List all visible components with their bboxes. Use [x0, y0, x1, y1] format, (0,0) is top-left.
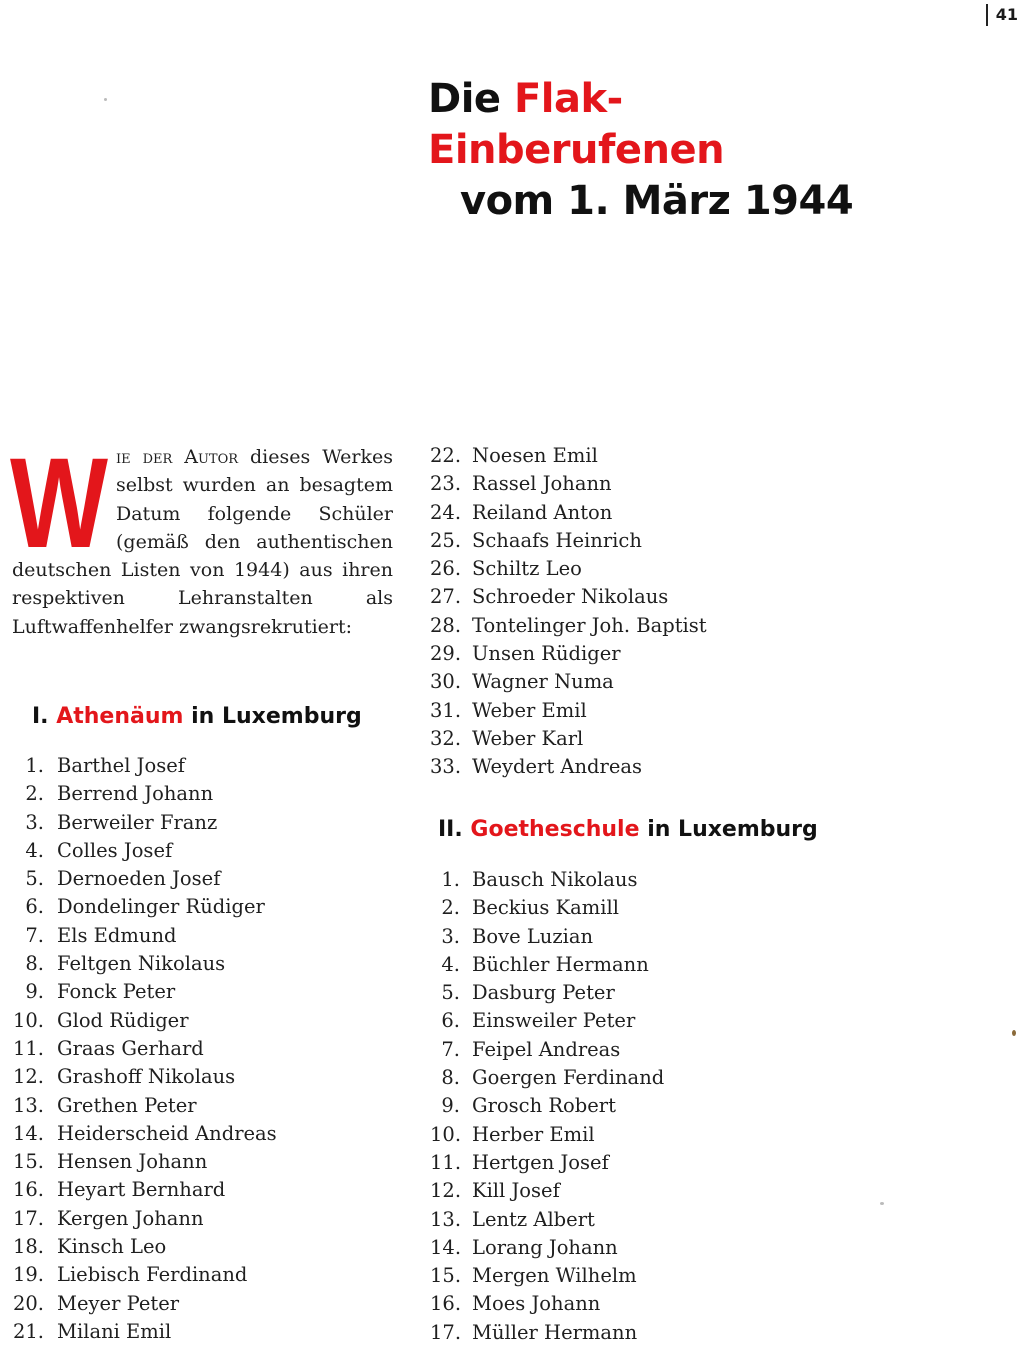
list-item	[430, 499, 707, 527]
list-item-number: 22.	[430, 444, 462, 467]
list-item	[12, 1176, 277, 1204]
student-name: Herber Emil	[472, 1122, 595, 1146]
student-name: Mergen Wilhelm	[472, 1264, 637, 1288]
list-item-number: 33.	[430, 755, 462, 779]
student-name: Dasburg Peter	[472, 981, 615, 1005]
list-item-number: 1.	[441, 868, 460, 891]
list-item	[12, 1007, 277, 1035]
student-name: Moes Johann	[472, 1292, 601, 1316]
student-name: Dernoeden Josef	[57, 867, 221, 891]
student-name: Büchler Hermann	[472, 952, 649, 976]
list-item-number: 8.	[441, 1066, 460, 1090]
student-name: Lorang Johann	[472, 1235, 618, 1259]
student-name: Wagner Numa	[472, 670, 614, 694]
list-item-number: 2.	[25, 782, 44, 806]
student-name: Fonck Peter	[57, 980, 176, 1004]
list-item-number: 5.	[25, 867, 44, 891]
list-item-number: 6.	[441, 1009, 460, 1033]
section-heading-athenaeum	[32, 704, 362, 729]
list-item	[12, 752, 277, 780]
student-name: Hensen Johann	[57, 1150, 208, 1174]
list-item	[430, 1290, 664, 1318]
list-item	[430, 1319, 664, 1347]
list-item	[430, 923, 664, 951]
student-name: Bove Luzian	[472, 924, 594, 948]
student-name: Schroeder Nikolaus	[472, 585, 669, 609]
list-item-number: 2.	[441, 896, 460, 920]
student-name: Tontelinger Joh. Baptist	[472, 613, 707, 637]
list-item-number: 9.	[441, 1094, 460, 1118]
scan-speck	[1012, 1030, 1016, 1036]
student-name: Kill Josef	[472, 1179, 560, 1203]
title-prefix: Die	[428, 76, 501, 122]
list-item	[430, 1092, 664, 1120]
student-name: Reiland Anton	[472, 500, 613, 524]
list-item	[430, 1064, 664, 1092]
student-name: Graas Gerhard	[57, 1036, 204, 1060]
student-name: Müller Hermann	[472, 1320, 638, 1344]
list-item	[430, 1262, 664, 1290]
list-item	[12, 1092, 277, 1120]
page-number: 41	[986, 4, 1018, 26]
list-item	[430, 979, 664, 1007]
student-name: Kinsch Leo	[57, 1235, 167, 1259]
list-item-number: 21.	[12, 1319, 44, 1343]
section-numeral: II.	[438, 817, 463, 842]
list-item	[430, 951, 664, 979]
list-item-number: 13.	[430, 1207, 462, 1231]
title-line-1	[420, 74, 900, 176]
section-suffix: in Luxemburg	[183, 704, 362, 729]
intro-paragraph	[10, 432, 394, 641]
list-item	[12, 1205, 277, 1233]
list-item-number: 32.	[430, 726, 462, 750]
list-item-number: 7.	[25, 923, 44, 947]
student-name: Hertgen Josef	[472, 1150, 609, 1174]
list-item	[430, 668, 707, 696]
list-item	[12, 809, 277, 837]
list-item	[12, 837, 277, 865]
student-name: Beckius Kamill	[472, 896, 620, 920]
list-item-number: 3.	[441, 924, 460, 948]
list-item-number: 8.	[25, 952, 44, 976]
student-name: Heyart Bernhard	[57, 1178, 226, 1202]
student-name: Unsen Rüdiger	[472, 642, 621, 666]
student-name: Schiltz Leo	[472, 557, 582, 581]
list-item-number: 23.	[430, 472, 462, 496]
intro-smallcaps: ie der Autor	[116, 446, 239, 468]
list-item	[12, 1063, 277, 1091]
list-item	[12, 1290, 277, 1318]
goetheschule-list	[430, 866, 664, 1347]
list-item-number: 19.	[12, 1263, 44, 1287]
student-name: Bausch Nikolaus	[472, 868, 638, 891]
list-item-number: 17.	[12, 1206, 44, 1230]
student-name: Weber Karl	[472, 726, 584, 750]
list-item-number: 6.	[25, 895, 44, 919]
list-item-number: 29.	[430, 642, 462, 666]
list-item	[430, 640, 707, 668]
list-item-number: 15.	[430, 1264, 462, 1288]
list-item-number: 20.	[12, 1291, 44, 1315]
section-heading-goetheschule	[438, 817, 818, 842]
student-name: Feipel Andreas	[472, 1037, 621, 1061]
list-item	[430, 866, 664, 894]
section-school: Goetheschule	[470, 817, 640, 842]
list-item	[12, 865, 277, 893]
list-item	[430, 612, 707, 640]
list-item-number: 16.	[12, 1178, 44, 1202]
list-item-number: 1.	[25, 754, 44, 777]
list-item-number: 4.	[441, 952, 460, 976]
student-name: Meyer Peter	[57, 1291, 180, 1315]
list-item	[430, 555, 707, 583]
list-item-number: 15.	[12, 1150, 44, 1174]
list-item-number: 16.	[430, 1292, 462, 1316]
student-name: Liebisch Ferdinand	[57, 1263, 248, 1287]
student-name: Els Edmund	[57, 923, 177, 947]
list-item-number: 9.	[25, 980, 44, 1004]
student-name: Colles Josef	[57, 838, 173, 862]
list-item-number: 12.	[12, 1065, 44, 1089]
list-item	[430, 1036, 664, 1064]
list-item	[430, 1206, 664, 1234]
student-name: Grethen Peter	[57, 1093, 197, 1117]
student-name: Rassel Johann	[472, 472, 612, 496]
list-item	[430, 527, 707, 555]
athenaeum-list-part-1	[12, 752, 277, 1346]
section-numeral: I.	[32, 704, 49, 729]
list-item	[430, 1007, 664, 1035]
list-item	[430, 470, 707, 498]
list-item	[12, 1120, 277, 1148]
list-item	[12, 1035, 277, 1063]
student-name: Weber Emil	[472, 698, 587, 722]
list-item	[430, 894, 664, 922]
list-item-number: 13.	[12, 1093, 44, 1117]
student-name: Glod Rüdiger	[57, 1008, 189, 1032]
scan-speck	[880, 1202, 884, 1205]
student-name: Noesen Emil	[472, 444, 598, 467]
title-highlight: Flak-Einberufenen	[428, 76, 725, 173]
list-item	[12, 1318, 277, 1346]
list-item-number: 24.	[430, 500, 462, 524]
list-item	[12, 922, 277, 950]
list-item	[430, 442, 707, 470]
student-name: Milani Emil	[57, 1319, 172, 1343]
page-title	[420, 74, 900, 227]
list-item-number: 11.	[12, 1036, 44, 1060]
list-item-number: 5.	[441, 981, 460, 1005]
student-name: Grosch Robert	[472, 1094, 616, 1118]
list-item	[12, 978, 277, 1006]
list-item	[430, 1149, 664, 1177]
list-item	[12, 893, 277, 921]
section-school: Athenäum	[56, 704, 184, 729]
drop-cap	[10, 432, 109, 575]
list-item-number: 31.	[430, 698, 462, 722]
student-name: Grashoff Nikolaus	[57, 1065, 236, 1089]
student-name: Barthel Josef	[57, 754, 185, 777]
list-item-number: 14.	[430, 1235, 462, 1259]
list-item	[430, 697, 707, 725]
list-item	[12, 780, 277, 808]
list-item-number: 28.	[430, 613, 462, 637]
list-item	[430, 725, 707, 753]
list-item-number: 3.	[25, 810, 44, 834]
student-name: Weydert Andreas	[472, 755, 643, 779]
student-name: Kergen Johann	[57, 1206, 204, 1230]
section-suffix: in Luxemburg	[639, 817, 818, 842]
list-item	[12, 1261, 277, 1289]
intro-text: dieses Werkes selbst wurden an besagtem Datum folgende Schüler (gemäß den authentischen deutschen Listen von 1944) aus ihren respektiven Lehranstalten als Luftwaffenhelfer zwangsrekrutiert:	[12, 446, 394, 638]
student-name: Berrend Johann	[57, 782, 214, 806]
list-item-number: 30.	[430, 670, 462, 694]
list-item-number: 18.	[12, 1235, 44, 1259]
list-item-number: 14.	[12, 1121, 44, 1145]
list-item	[430, 583, 707, 611]
list-item-number: 17.	[430, 1320, 462, 1344]
list-item-number: 4.	[25, 838, 44, 862]
list-item-number: 10.	[12, 1008, 44, 1032]
list-item	[430, 1234, 664, 1262]
scan-speck	[104, 98, 107, 101]
student-name: Heiderscheid Andreas	[57, 1121, 277, 1145]
list-item	[430, 1121, 664, 1149]
list-item-number: 26.	[430, 557, 462, 581]
list-item-number: 25.	[430, 528, 462, 552]
student-name: Dondelinger Rüdiger	[57, 895, 265, 919]
list-item	[430, 1177, 664, 1205]
list-item	[12, 1233, 277, 1261]
list-item-number: 12.	[430, 1179, 462, 1203]
list-item-number: 27.	[430, 585, 462, 609]
student-name: Schaafs Heinrich	[472, 528, 642, 552]
student-name: Einsweiler Peter	[472, 1009, 636, 1033]
student-name: Lentz Albert	[472, 1207, 595, 1231]
list-item-number: 11.	[430, 1150, 462, 1174]
athenaeum-list-part-2	[430, 442, 707, 782]
student-name: Goergen Ferdinand	[472, 1066, 665, 1090]
list-item	[430, 753, 707, 781]
student-name: Berweiler Franz	[57, 810, 218, 834]
list-item	[12, 950, 277, 978]
list-item-number: 7.	[441, 1037, 460, 1061]
drop-cap-letter: W	[10, 432, 109, 575]
student-name: Feltgen Nikolaus	[57, 952, 226, 976]
list-item-number: 10.	[430, 1122, 462, 1146]
title-line-2: vom 1. März 1944	[460, 178, 854, 224]
list-item	[12, 1148, 277, 1176]
